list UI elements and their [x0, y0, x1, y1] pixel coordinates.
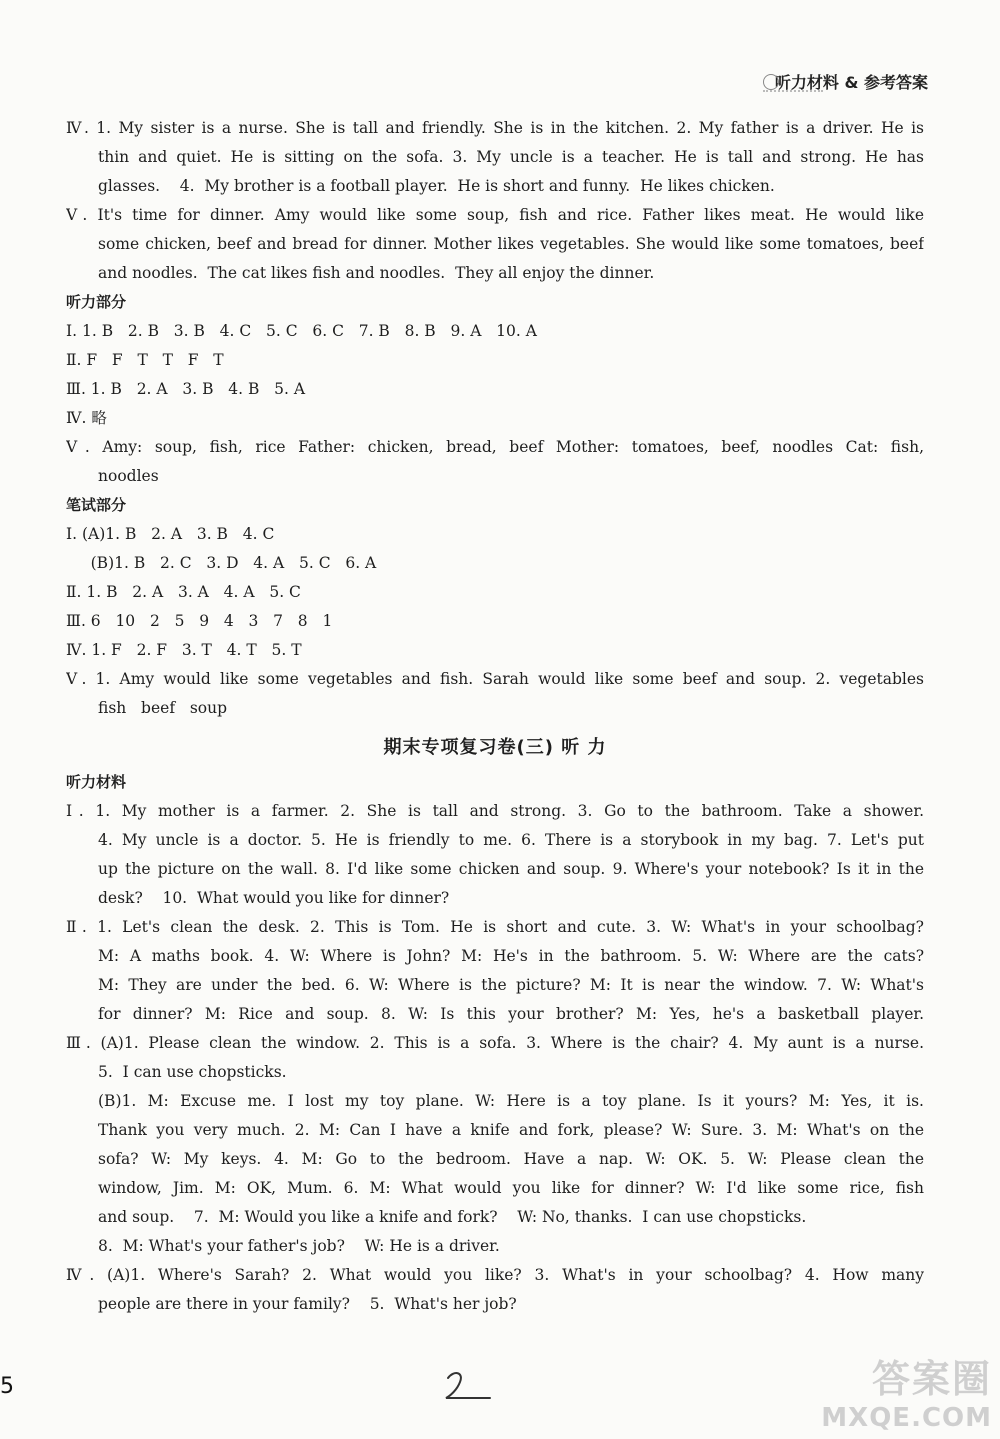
section-heading-listening: 听力部分	[66, 293, 127, 311]
text-line: Ⅲ. (A)1. Please clean the window. 2. This is a sofa. 3. Where is the chair? 4. My aunt is a nurse.	[66, 1034, 924, 1052]
text-line: M: A maths book. 4. W: Where is John? M: He's in the bathroom. 5. W: Where are the cats?	[98, 947, 924, 965]
text-line: Ⅳ. 1. My sister is a nurse. She is tall and friendly. She is in the kitchen. 2. My father is a driver. He is	[66, 119, 924, 137]
answer-line: Ⅰ. (A)1. B 2. A 3. B 4. C	[66, 525, 275, 543]
text-line: for dinner? M: Rice and soup. 8. W: Is this your brother? M: Yes, he's a basketball player.	[98, 1005, 924, 1023]
text-line: Ⅳ. (A)1. Where's Sarah? 2. What would you like? 3. What's in your schoolbag? 4. How many	[66, 1266, 924, 1284]
text-line: Ⅱ. 1. Let's clean the desk. 2. This is Tom. He is short and cute. 3. W: What's in your schoolbag?	[66, 918, 924, 936]
text-line: Thank you very much. 2. M: Can I have a knife and fork, please? W: Sure. 3. M: What's on the	[98, 1121, 924, 1139]
text-line: people are there in your family? 5. What's her job?	[98, 1295, 517, 1313]
answer-line: Ⅱ. F F T T F T	[66, 351, 224, 369]
answer-line: Ⅳ. 1. F 2. F 3. T 4. T 5. T	[66, 641, 302, 659]
text-line: Ⅰ. 1. My mother is a farmer. 2. She is tall and strong. 3. Go to the bathroom. Take a shower.	[66, 802, 924, 820]
answer-line: Ⅳ. 略	[66, 409, 107, 427]
answer-line: fish beef soup	[98, 699, 228, 717]
answer-line: Ⅲ. 6 10 2 5 9 4 3 7 8 1	[66, 612, 333, 630]
watermark-url: MXQE.COM	[821, 1403, 992, 1433]
text-line: sofa? W: My keys. 4. M: Go to the bedroom. Have a nap. W: OK. 5. W: Please clean the	[98, 1150, 924, 1168]
watermark	[821, 1348, 992, 1433]
text-line: 4. My uncle is a doctor. 5. He is friendly to me. 6. There is a storybook in my bag. 7. Let's put	[98, 831, 924, 849]
text-line: some chicken, beef and bread for dinner. Mother likes vegetables. She would like some tomatoes, beef	[98, 235, 924, 253]
text-line: and soup. 7. M: Would you like a knife and fork? W: No, thanks. I can use chopsticks.	[98, 1208, 807, 1226]
answer-line: (B)1. B 2. C 3. D 4. A 5. C 6. A	[66, 554, 377, 572]
header-decoration-icon	[763, 72, 823, 92]
answer-line: Ⅱ. 1. B 2. A 3. A 4. A 5. C	[66, 583, 301, 601]
section-heading-written: 笔试部分	[66, 496, 127, 514]
handwritten-mark-icon	[440, 1368, 500, 1404]
text-line: window, Jim. M: OK, Mum. 6. M: What would you like for dinner? W: I'd like some rice, fish	[98, 1179, 924, 1197]
section-heading-materials: 听力材料	[66, 773, 127, 791]
answer-line: Ⅲ. 1. B 2. A 3. B 4. B 5. A	[66, 380, 306, 398]
header-title: 听力材料 & 参考答案	[774, 73, 928, 92]
page-number: 5	[0, 1374, 14, 1399]
text-line: 8. M: What's your father's job? W: He is a driver.	[98, 1237, 500, 1255]
text-line: (B)1. M: Excuse me. I lost my toy plane. W: Here is a toy plane. Is it yours? M: Yes, it is.	[98, 1092, 924, 1110]
page-content	[66, 114, 924, 1319]
text-line: up the picture on the wall. 8. I'd like some chicken and soup. 9. Where's your notebook? Is it in the	[98, 860, 924, 878]
section-title: 期末专项复习卷(三) 听 力	[383, 737, 607, 758]
text-line: thin and quiet. He is sitting on the sofa. 3. My uncle is a teacher. He is tall and strong. He has	[98, 148, 924, 166]
answer-line: Ⅴ. 1. Amy would like some vegetables and fish. Sarah would like some beef and soup. 2. vegetables	[66, 670, 924, 688]
answer-line: Ⅴ. Amy: soup, fish, rice Father: chicken, bread, beef Mother: tomatoes, beef, noodles Cat: fish,	[66, 438, 924, 456]
text-line: Ⅴ. It's time for dinner. Amy would like some soup, fish and rice. Father likes meat. He would like	[66, 206, 924, 224]
watermark-logo-text: 答案圈	[871, 1357, 992, 1401]
text-line: desk? 10. What would you like for dinner?	[98, 889, 450, 907]
text-line: glasses. 4. My brother is a football player. He is short and funny. He likes chicken.	[98, 177, 775, 195]
text-line: M: They are under the bed. 6. W: Where is the picture? M: It is near the window. 7. W: What's	[98, 976, 924, 994]
answer-line: noodles	[98, 467, 159, 485]
answer-line: Ⅰ. 1. B 2. B 3. B 4. C 5. C 6. C 7. B 8. B 9. A 10. A	[66, 322, 537, 340]
text-line: 5. I can use chopsticks.	[98, 1063, 287, 1081]
text-line: and noodles. The cat likes fish and noodles. They all enjoy the dinner.	[98, 264, 655, 282]
page-header	[763, 70, 928, 93]
